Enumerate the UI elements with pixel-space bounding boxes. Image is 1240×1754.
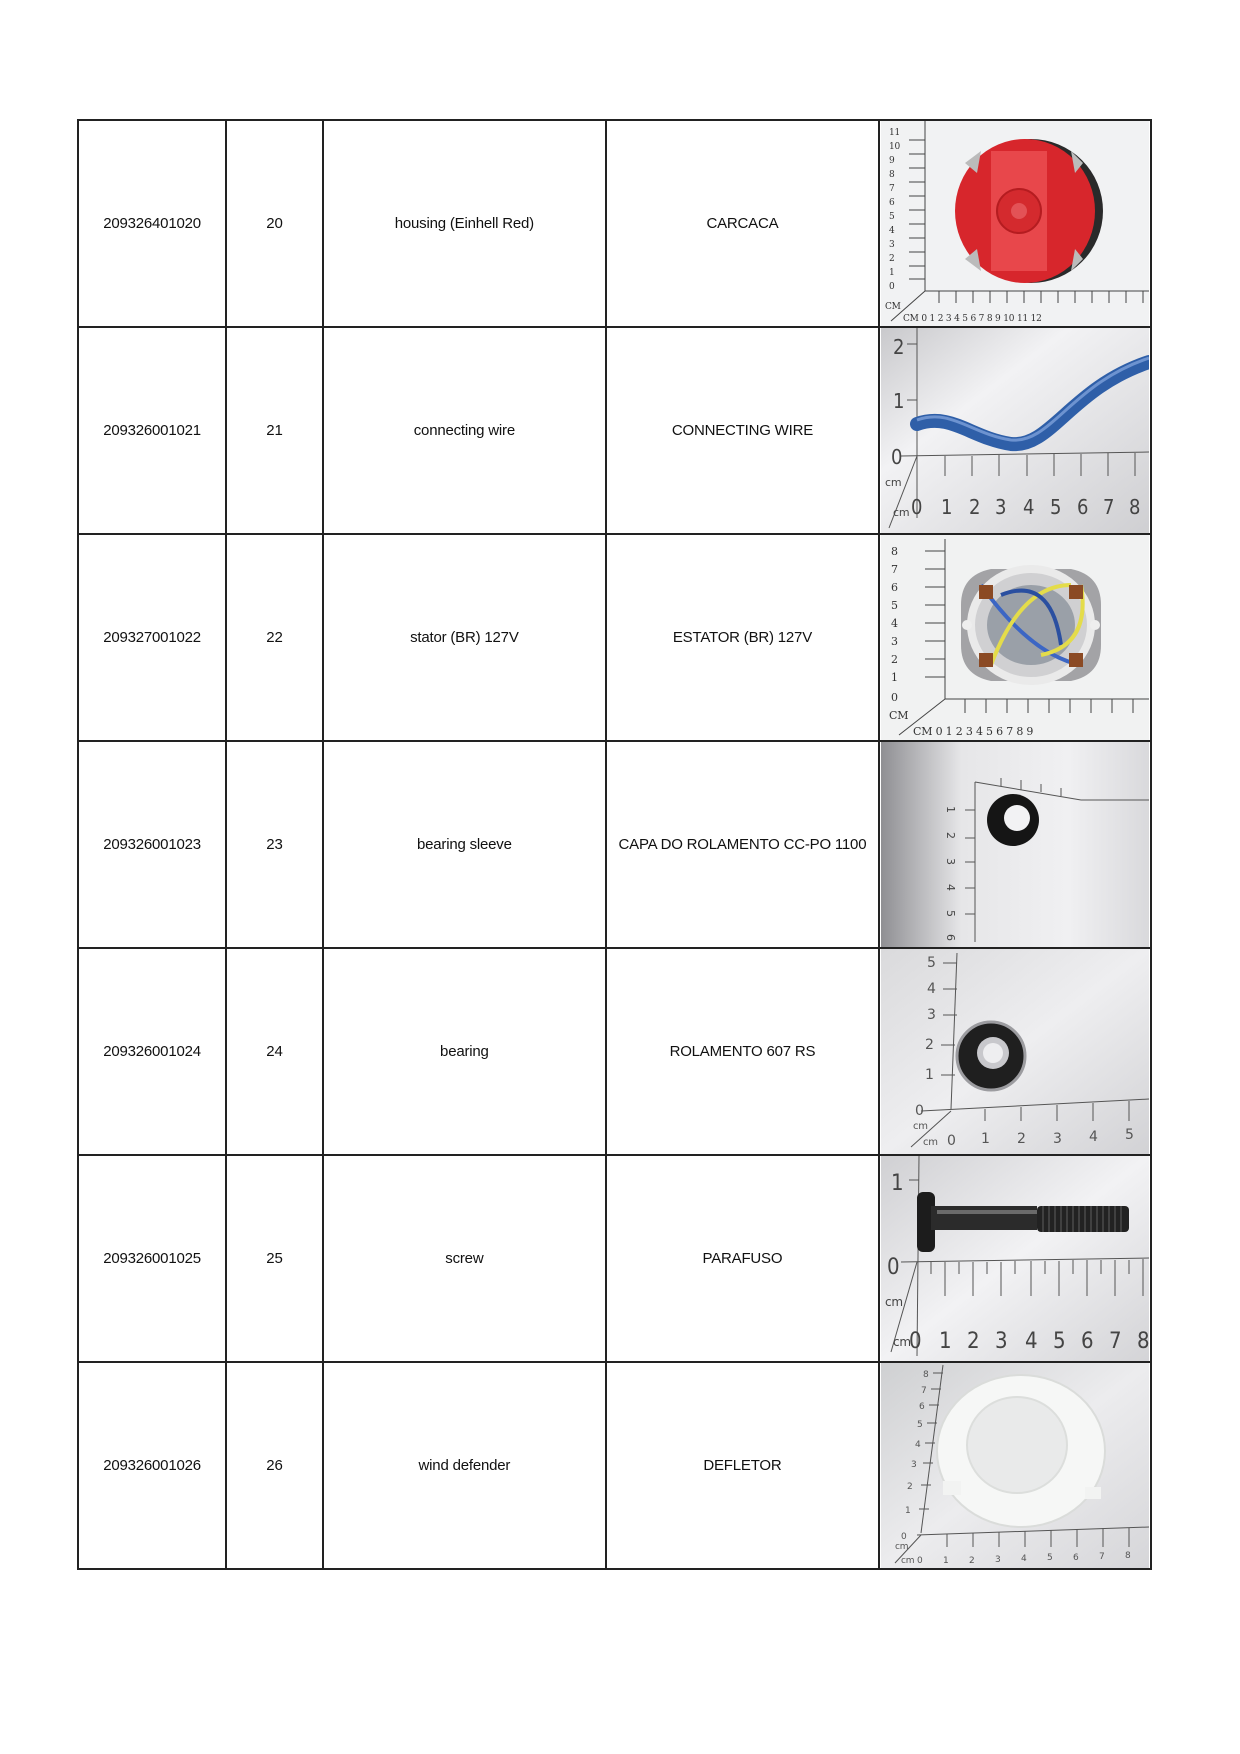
svg-text:4: 4 [1024, 1329, 1038, 1354]
svg-text:3: 3 [1052, 1131, 1062, 1147]
svg-text:4: 4 [1022, 495, 1035, 519]
svg-text:5: 5 [1124, 1127, 1134, 1143]
svg-text:7: 7 [1102, 495, 1115, 519]
svg-text:2: 2 [1016, 1131, 1026, 1147]
part-image-cell [879, 1155, 1151, 1362]
svg-text:1: 1 [940, 495, 953, 519]
svg-text:7: 7 [888, 184, 895, 194]
svg-text:1: 1 [924, 1067, 934, 1083]
stator-photo [881, 535, 1149, 740]
svg-text:1: 1 [904, 1506, 911, 1516]
svg-text:3: 3 [910, 1460, 917, 1470]
svg-text:8: 8 [888, 170, 895, 180]
svg-text:8: 8 [922, 1370, 929, 1380]
svg-text:5: 5 [943, 910, 957, 917]
svg-text:CM 0 1 2 3 4 5 6 7 8: CM 0 1 2 3 4 5 6 7 8 9 10 11 12 [902, 314, 1042, 324]
article-number: 209326001023 [78, 741, 226, 948]
svg-text:1: 1 [938, 1329, 952, 1354]
svg-text:cm: cm [892, 506, 910, 519]
svg-text:6: 6 [943, 934, 957, 941]
article-number: 209327001022 [78, 534, 226, 741]
article-number: 209326001025 [78, 1155, 226, 1362]
svg-text:0: 0 [946, 1133, 956, 1149]
wind-defender-photo [881, 1363, 1149, 1568]
svg-text:3: 3 [994, 1555, 1001, 1565]
svg-text:7: 7 [1108, 1329, 1122, 1354]
svg-text:CM: CM [884, 302, 901, 312]
svg-text:5: 5 [890, 599, 898, 612]
svg-text:1: 1 [980, 1131, 990, 1147]
svg-text:8: 8 [1136, 1329, 1149, 1354]
article-number: 209326001021 [78, 327, 226, 534]
svg-text:3: 3 [994, 495, 1007, 519]
article-number: 209326001024 [78, 948, 226, 1155]
svg-text:8: 8 [890, 545, 898, 558]
svg-text:4: 4 [926, 981, 936, 997]
table-row [78, 741, 1151, 948]
description-portuguese: CARCACA [606, 120, 879, 327]
part-image-cell [879, 948, 1151, 1155]
svg-text:1: 1 [892, 389, 905, 413]
svg-text:5: 5 [916, 1420, 923, 1430]
table-row [78, 1362, 1151, 1569]
svg-text:4: 4 [890, 617, 898, 630]
svg-text:8: 8 [1128, 495, 1141, 519]
svg-text:6: 6 [918, 1402, 925, 1412]
position-number: 25 [226, 1155, 323, 1362]
svg-text:6: 6 [890, 581, 898, 594]
part-image-cell [879, 1362, 1151, 1569]
svg-text:cm: cm [884, 476, 902, 489]
table-row [78, 120, 1151, 327]
svg-text:2: 2 [943, 832, 957, 839]
svg-text:4: 4 [888, 226, 895, 236]
position-number: 24 [226, 948, 323, 1155]
svg-text:1: 1 [943, 806, 957, 813]
part-image-cell [879, 741, 1151, 948]
svg-text:0: 0 [900, 1532, 907, 1542]
svg-text:2: 2 [966, 1329, 980, 1354]
table-row [78, 327, 1151, 534]
svg-text:6: 6 [1072, 1553, 1079, 1563]
article-number: 209326401020 [78, 120, 226, 327]
part-image-cell [879, 534, 1151, 741]
svg-text:cm: cm [900, 1556, 915, 1566]
svg-text:11: 11 [888, 128, 901, 138]
svg-text:1: 1 [888, 268, 895, 278]
svg-text:5: 5 [926, 955, 936, 971]
bearing-sleeve-photo [881, 742, 1149, 947]
svg-text:0: 0 [914, 1103, 924, 1119]
svg-text:6: 6 [1076, 495, 1089, 519]
svg-text:8: 8 [1124, 1551, 1131, 1561]
article-number: 209326001026 [78, 1362, 226, 1569]
svg-text:CM: CM [888, 709, 909, 722]
position-number: 20 [226, 120, 323, 327]
position-number: 22 [226, 534, 323, 741]
part-image-cell [879, 120, 1151, 327]
part-image-cell [879, 327, 1151, 534]
svg-text:0: 0 [908, 1329, 922, 1354]
svg-text:3: 3 [926, 1007, 936, 1023]
svg-text:2: 2 [906, 1482, 913, 1492]
svg-text:2: 2 [888, 254, 895, 264]
svg-text:4: 4 [1020, 1554, 1027, 1564]
svg-text:2: 2 [968, 495, 981, 519]
svg-text:cm: cm [894, 1542, 909, 1552]
svg-text:0: 0 [888, 282, 895, 292]
svg-text:5: 5 [1046, 1553, 1053, 1563]
svg-text:10: 10 [888, 142, 901, 152]
svg-text:3: 3 [890, 635, 898, 648]
bearing-photo [881, 949, 1149, 1154]
svg-text:5: 5 [888, 212, 895, 222]
svg-text:3: 3 [888, 240, 895, 250]
blue-wire-photo [881, 328, 1149, 533]
position-number: 23 [226, 741, 323, 948]
description-english: housing (Einhell Red) [323, 120, 606, 327]
svg-text:4: 4 [1088, 1129, 1098, 1145]
svg-text:3: 3 [994, 1329, 1008, 1354]
svg-text:cm: cm [892, 1335, 911, 1349]
svg-text:1: 1 [890, 671, 898, 684]
svg-text:7: 7 [1098, 1552, 1105, 1562]
parts-table [77, 119, 1152, 1570]
svg-text:2: 2 [924, 1037, 934, 1053]
svg-text:cm: cm [922, 1137, 938, 1148]
svg-text:0: 0 [916, 1556, 923, 1566]
description-portuguese: DEFLETOR [606, 1362, 879, 1569]
description-portuguese: ROLAMENTO 607 RS [606, 948, 879, 1155]
description-english: wind defender [323, 1362, 606, 1569]
description-portuguese: PARAFUSO [606, 1155, 879, 1362]
svg-text:2: 2 [968, 1556, 975, 1566]
svg-text:CM 0 1 2 3 4 5 6: CM 0 1 2 3 4 5 6 7 8 9 [912, 725, 1034, 738]
table-row [78, 534, 1151, 741]
position-number: 21 [226, 327, 323, 534]
svg-text:7: 7 [920, 1386, 927, 1396]
svg-text:0: 0 [910, 495, 923, 519]
svg-text:6: 6 [888, 198, 895, 208]
svg-text:cm: cm [912, 1121, 928, 1132]
svg-text:0: 0 [890, 691, 898, 704]
svg-text:cm: cm [884, 1295, 903, 1309]
svg-text:2: 2 [892, 335, 905, 359]
svg-text:1: 1 [890, 1171, 904, 1196]
description-english: bearing [323, 948, 606, 1155]
description-english: bearing sleeve [323, 741, 606, 948]
svg-text:3: 3 [943, 858, 957, 865]
description-english: stator (BR) 127V [323, 534, 606, 741]
red-housing-photo [881, 121, 1149, 326]
svg-text:0: 0 [890, 445, 903, 469]
svg-text:5: 5 [1049, 495, 1062, 519]
description-portuguese: CONNECTING WIRE [606, 327, 879, 534]
description-portuguese: ESTATOR (BR) 127V [606, 534, 879, 741]
svg-text:9: 9 [888, 156, 895, 166]
svg-text:4: 4 [943, 884, 957, 891]
table-row [78, 1155, 1151, 1362]
description-english: screw [323, 1155, 606, 1362]
screw-photo [881, 1156, 1149, 1361]
svg-text:1: 1 [942, 1556, 949, 1566]
position-number: 26 [226, 1362, 323, 1569]
svg-text:5: 5 [1052, 1329, 1066, 1354]
description-english: connecting wire [323, 327, 606, 534]
table-row [78, 948, 1151, 1155]
svg-text:6: 6 [1080, 1329, 1094, 1354]
svg-text:0: 0 [886, 1255, 900, 1280]
svg-text:2: 2 [890, 653, 898, 666]
description-portuguese: CAPA DO ROLAMENTO CC-PO 1100 [606, 741, 879, 948]
svg-text:4: 4 [914, 1440, 921, 1450]
svg-text:7: 7 [890, 563, 898, 576]
